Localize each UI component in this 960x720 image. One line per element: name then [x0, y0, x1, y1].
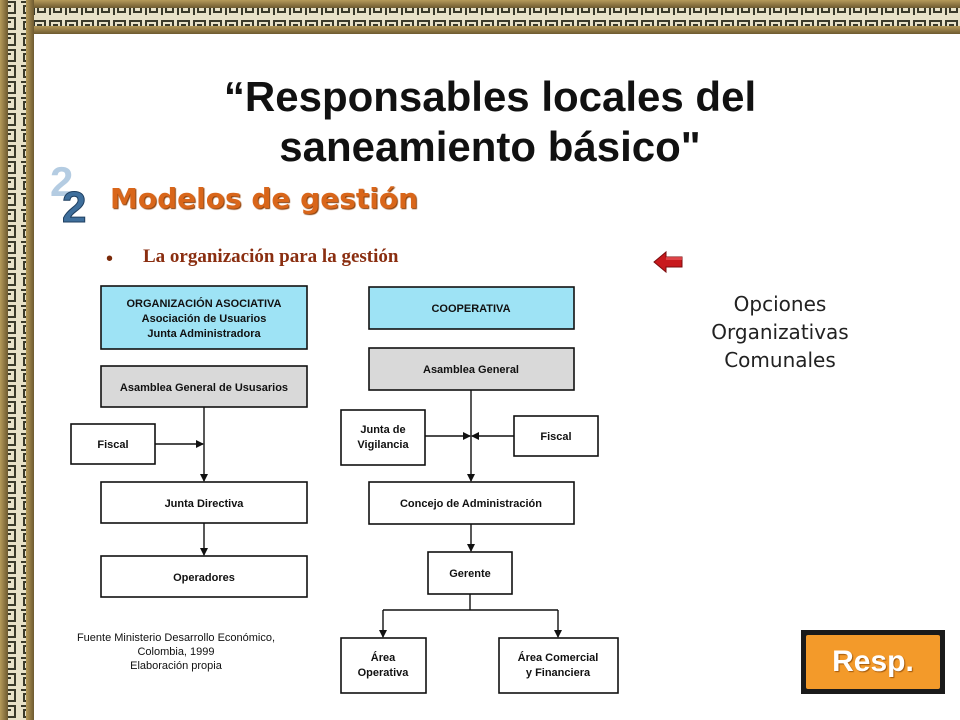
right-council-label: Concejo de Administración: [399, 498, 543, 510]
bullet-text: La organización para la gestión: [143, 246, 399, 267]
right-vigilance-box: [341, 410, 425, 465]
right-vigilance-line-1: Junta de: [360, 424, 406, 436]
right-area-fin-line-1: Área Comercial: [517, 652, 599, 664]
left-org-chart: [71, 286, 307, 672]
left-assembly-label: Asamblea General de Ususarios: [119, 382, 289, 394]
title-line-2: saneamiento básico": [279, 123, 701, 170]
resp-button[interactable]: [801, 630, 945, 694]
title-line-1: “Responsables locales del: [223, 73, 757, 120]
left-board-label: Junta Directiva: [164, 498, 244, 510]
right-area-ops-box: [341, 638, 426, 693]
right-assembly-label: Asamblea General: [423, 364, 519, 376]
right-header-label: COOPERATIVA: [431, 303, 511, 315]
left-fiscal-label: Fiscal: [97, 439, 129, 451]
left-header-line-2: Asociación de Usuarios: [141, 313, 267, 325]
right-area-ops-line-2: Operativa: [357, 667, 409, 679]
right-org-chart: [341, 287, 618, 693]
bullet-dot: •: [106, 248, 114, 270]
right-fiscal-label: Fiscal: [540, 431, 572, 443]
source-line-3: Elaboración propia: [130, 660, 222, 672]
resp-button-label[interactable]: Resp.: [806, 635, 940, 689]
number-two-shadow: 2: [50, 158, 74, 205]
left-header-line-3: Junta Administradora: [147, 328, 261, 340]
side-note-line-3: Comunales: [724, 348, 836, 372]
right-area-ops-line-1: Área: [370, 652, 396, 664]
left-header-line-1: ORGANIZACIÓN ASOCIATIVA: [126, 298, 282, 310]
left-operators-label: Operadores: [173, 572, 235, 584]
source-line-2: Colombia, 1999: [137, 646, 215, 658]
side-note-line-1: Opciones: [733, 292, 827, 316]
number-two-front: 2: [62, 183, 87, 228]
section-subtitle: Modelos de gestión: [110, 182, 419, 215]
right-vigilance-line-2: Vigilancia: [357, 439, 409, 451]
right-manager-label: Gerente: [449, 568, 491, 580]
right-area-fin-line-2: y Financiera: [525, 667, 591, 679]
side-note-line-2: Organizativas: [711, 320, 849, 344]
right-area-fin-box: [499, 638, 618, 693]
source-line-1: Fuente Ministerio Desarrollo Económico,: [76, 632, 276, 644]
